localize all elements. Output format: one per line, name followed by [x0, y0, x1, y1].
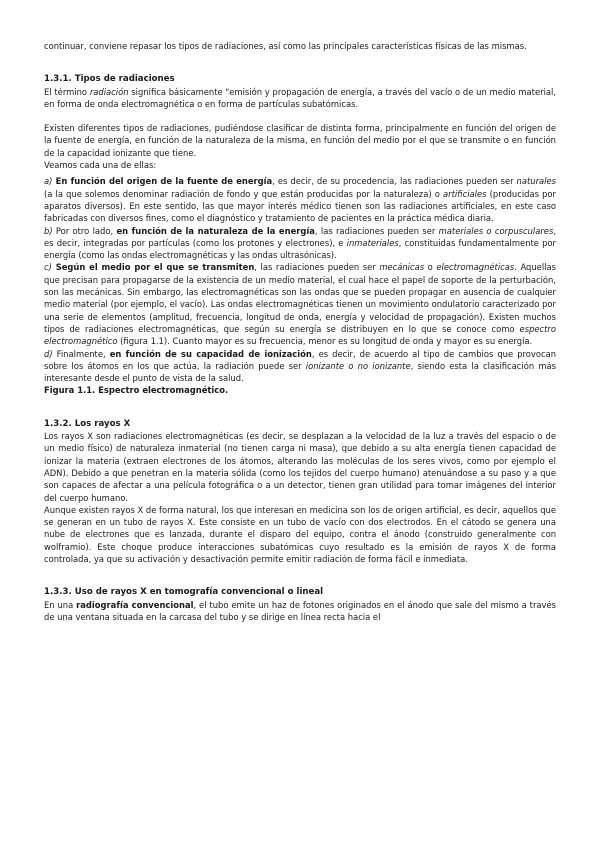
intro-list-line: Veamos cada una de ellas: — [44, 160, 157, 171]
item-a-title: En función del origen de la fuente de energía — [52, 176, 273, 187]
text-run: . Aquellas que precisan para propagarse de la existencia de un medio material, el cual hace el papel de soporte de la perturbación, son las mecánicas. Sin embargo, las electromagnéticas son las ondas que se pueden propagar en ausencia de cualquier medio material (por ejemplo, el vacío). Las ondas electromagnéticas tienen un movimiento ondulatorio caracterizado por una serie de elementos (amplitud, frecuencia, longitud de onda, energía y velocidad de propagación). Existen muchos tipos de radiaciones electromagnéticas, que según su energía se distribuyen en lo que se conoce como — [44, 262, 556, 334]
item-d-title: en función de su capacidad de ionización — [109, 348, 312, 359]
figure-caption-text: Figura 1.1. Espectro electromagnético. — [44, 385, 229, 396]
rayos-x-paragraph-2: Aunque existen rayos X de forma natural, los que interesan en medicina son los de origen artificial, es decir, aquellos que se generan en un tubo de rayos X. Este consiste en un tubo de vacío con dos electrodos. En el cátodo se genera una nube de electrones que es lanzada, durante el disparo del equipo, contra el ánodo (construido generalmente con wolframio). Este choque produce interacciones subatómicas cuyo resultado es la emisión de rayos X de forma controlada, ya que su activación y desactivación permite emitir radiación de forma fácil e inmediata. — [44, 504, 557, 564]
section-heading-tomografia: 1.3.3. Uso de rayos X en tomografía convencional o lineal — [44, 587, 324, 598]
text-run: , el tubo emite un haz de fotones originados en el ánodo que sale del mismo a través de una ventana situada en la carcasa del tubo y se dirige en línea recta hacia el — [44, 599, 556, 622]
term-radiacion: radiación — [89, 86, 129, 97]
text-run: , es decir, de acuerdo al tipo de cambios que provocan sobre los átomos en los que actúa, la radiación puede ser — [44, 348, 557, 371]
text-run: (producidas por aparatos diversos). En este sentido, las que mayor interés médico tienen son las radiaciones artificiales, en este caso fabricadas con diversos fines, como el diagnóstico y tratamiento de pacientes en la práctica médica diaria. — [44, 188, 556, 224]
text-run: Finalmente, — [52, 348, 110, 359]
list-marker: a) — [44, 176, 53, 187]
item-c-paragraph — [44, 261, 556, 347]
classification-paragraph: Existen diferentes tipos de radiaciones, pudiéndose clasificar de distinta forma, principalmente en función del origen de la fuente de energía, en función de la naturaleza de la misma, en función del medio por el que se transmite o en función de la capacidad ionizante que tiene. — [44, 123, 556, 158]
term-mecanicas: mecánicas — [379, 262, 425, 273]
item-d-paragraph — [44, 348, 556, 385]
term-radiografia-convencional: radiografía convencional — [76, 599, 194, 610]
text-run: El término — [44, 86, 90, 97]
term-materiales: materiales o corpusculares — [438, 225, 554, 236]
item-b-paragraph — [44, 225, 556, 262]
section-heading-rayos-x: 1.3.2. Los rayos X — [44, 418, 131, 429]
text-run: , las radiaciones pueden ser — [314, 225, 439, 236]
text-run: Por otro lado, — [52, 225, 117, 236]
text-run: En una — [44, 599, 77, 610]
text-run: , es decir, de su procedencia, las radiaciones pueden ser — [272, 176, 517, 187]
figure-caption — [44, 384, 556, 396]
item-a-paragraph — [44, 175, 556, 224]
list-marker: b) — [44, 225, 53, 236]
term-artificiales: artificiales — [443, 188, 487, 199]
list-marker: d) — [44, 348, 53, 359]
spacer — [44, 52, 556, 73]
definition-paragraph — [44, 86, 556, 111]
section-heading-tipos: 1.3.1. Tipos de radiaciones — [44, 74, 175, 85]
item-c-title: Según el medio por el que se transmiten — [51, 262, 255, 273]
spacer — [44, 110, 556, 122]
document-page — [44, 40, 556, 623]
text-run: , constituidas fundamentalmente por energía (como las ondas electromagnéticas y las ondas ultrasónicas). — [44, 237, 556, 261]
text-run: , siendo esta la clasificación más interesante desde el punto de vista de la salud. — [44, 360, 556, 384]
term-espectro: espectro electromagnético — [44, 323, 556, 347]
text-run: (a la que solemos denominar radiación de fondo y que están producidas por la naturaleza) o — [44, 188, 443, 199]
list-marker: c) — [44, 262, 52, 273]
text-run: significa básicamente "emisión y propagación de energía, a través del vacío o de un medio material, en forma de onda electromagnética o en forma de partículas subatómicas. — [44, 86, 557, 109]
term-ionizante: ionizante o no ionizante — [305, 360, 411, 371]
spacer — [44, 565, 556, 586]
item-b-title: en función de la naturaleza de la energía — [116, 225, 315, 236]
term-naturales: naturales — [516, 176, 556, 187]
term-electromagneticas: electromagnéticas — [436, 262, 515, 273]
text-run: , es decir, integradas por partículas (como los protones y electrones), e — [44, 225, 556, 248]
tomografia-paragraph — [44, 599, 556, 624]
term-inmateriales: inmateriales — [346, 237, 399, 248]
text-run: , las radiaciones pueden ser — [254, 262, 380, 273]
text-run: (figura 1.1). Cuanto mayor es su frecuencia, menor es su longitud de onda y mayor es su energía. — [117, 336, 533, 347]
text-run: o — [424, 262, 437, 273]
intro-paragraph: continuar, conviene repasar los tipos de radiaciones, así como las principales características físicas de las mismas. — [44, 41, 527, 51]
rayos-x-paragraph-1: Los rayos X son radiaciones electromagnéticas (es decir, se desplazan a la velocidad de la luz a través del espacio o de un medio físico) de naturaleza inmaterial (no tienen carga ni masa), que debido a su alta energía tienen capacidad de ionizar la materia (extraen electrones de los átomos, alterando las moléculas de los seres vivos, como por ejemplo el ADN). Debido a que penetran en la materia sólida (como los tejidos del cuerpo humano) atenuándose a su paso y a que son capaces de afectar a una película fotográfica o a un detector, tienen gran utilidad para tomar imágenes del interior del cuerpo humano. — [44, 431, 556, 503]
spacer — [44, 397, 556, 418]
